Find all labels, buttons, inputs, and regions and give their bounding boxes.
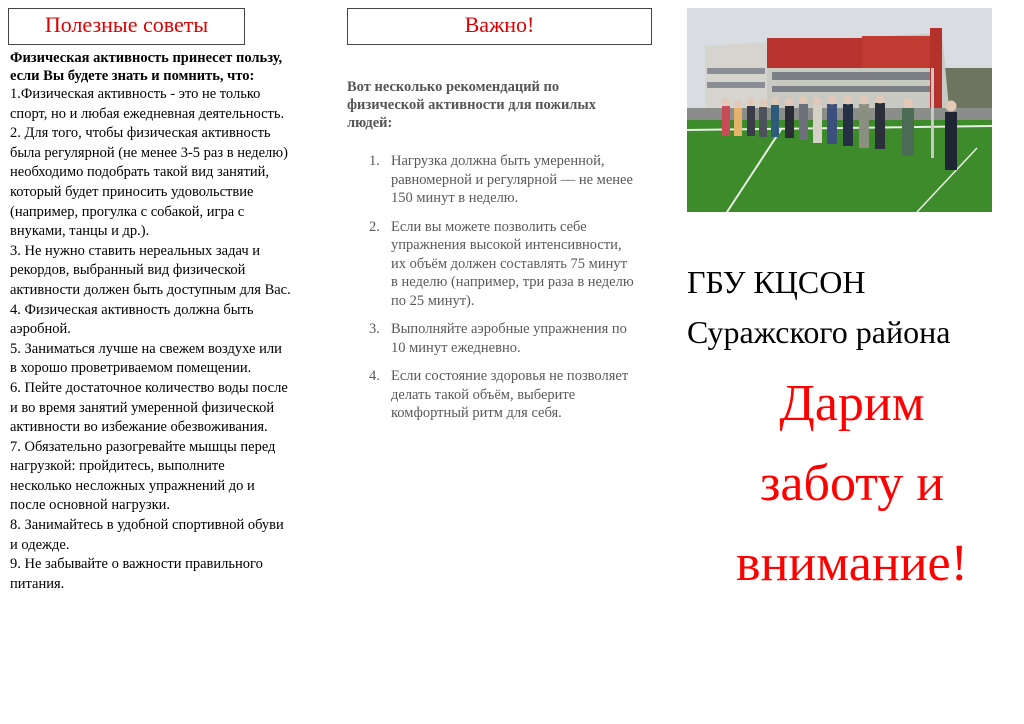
stadium-photo-image xyxy=(687,8,992,212)
important-column xyxy=(347,0,682,433)
tip-line: 9. Не забывайте о важности правильного xyxy=(10,556,263,573)
important-heading: Важно! xyxy=(347,8,652,45)
tip-line: 5. Заниматься лучше на свежем воздухе или xyxy=(10,340,282,357)
recommendation-item xyxy=(347,320,681,357)
stadium-photo xyxy=(687,8,992,212)
tips-column xyxy=(8,0,343,594)
tips-intro: Физическая активность принесет пользу, если Вы будете знать и помнить, что: xyxy=(10,50,283,84)
tip-line: 6. Пейте достаточное количество воды после xyxy=(10,379,288,396)
tip-line: активности во избежание обезвоживания. xyxy=(10,419,268,436)
slogan-line: внимание! xyxy=(736,535,968,592)
tip-line: нагрузкой: пройдитесь, выполните xyxy=(10,458,225,475)
slogan xyxy=(687,364,1017,604)
tip-line: 3. Не нужно ставить нереальных задач и xyxy=(10,242,260,259)
tip-line: аэробной. xyxy=(10,321,71,338)
tip-line: 1.Физическая активность - это не только xyxy=(10,86,261,102)
tip-line: рекордов, выбранный вид физической xyxy=(10,262,246,279)
recommendation-line: комфортный ритм для себя. xyxy=(391,405,562,421)
recommendation-number: 3. xyxy=(369,321,380,337)
tip-line: необходимо подобрать такой вид занятий, xyxy=(10,164,270,181)
tip-line: внуками, танцы и др.). xyxy=(10,223,150,240)
recommendation-line: по 25 минут). xyxy=(391,292,475,309)
tip-item xyxy=(10,379,343,438)
tips-list xyxy=(10,85,343,594)
recommendation-line: Нагрузка должна быть умеренной, xyxy=(391,153,605,169)
recommendation-line: равномерной и регулярной — не менее xyxy=(391,171,633,188)
org-name-line2: Суражского района xyxy=(687,314,951,350)
slogan-line: Дарим xyxy=(779,375,925,432)
recommendation-line: их объём должен составлять 75 минут xyxy=(391,255,627,272)
tip-line: в хорошо проветриваемом помещении. xyxy=(10,360,252,377)
tip-line: (например, прогулка с собакой, игра с xyxy=(10,203,245,220)
recommendation-line: Если состояние здоровья не позволяет xyxy=(391,368,629,384)
tip-line: и одежде. xyxy=(10,536,70,553)
tip-line: и во время занятий умеренной физической xyxy=(10,399,275,416)
tip-line: питания. xyxy=(10,575,65,592)
tip-line: активности должен быть доступным для Вас. xyxy=(10,281,291,298)
recommendation-number: 1. xyxy=(369,153,380,169)
tip-item xyxy=(10,85,343,124)
tip-item xyxy=(10,124,343,242)
tip-line: 2. Для того, чтобы физическая активность xyxy=(10,125,271,142)
tips-heading: Полезные советы xyxy=(8,8,245,45)
tip-item xyxy=(10,340,343,379)
recommendation-item xyxy=(347,152,681,208)
tip-item xyxy=(10,438,343,516)
tip-item xyxy=(10,301,343,340)
tip-line: после основной нагрузки. xyxy=(10,497,171,514)
recommendations-intro: Вот несколько рекомендаций по физической активности для пожилых людей: xyxy=(347,79,596,131)
tip-line: 8. Занимайтесь в удобной спортивной обуви xyxy=(10,517,284,534)
recommendation-item xyxy=(347,218,681,311)
recommendation-line: Если вы можете позволить себе xyxy=(391,218,587,235)
recommendation-line: 150 минут в неделю. xyxy=(391,190,519,206)
recommendation-line: 10 минут ежедневно. xyxy=(391,339,521,356)
tip-item xyxy=(10,516,343,555)
tip-line: 7. Обязательно разогревайте мышцы перед xyxy=(10,438,276,455)
org-name-line1: ГБУ КЦСОН xyxy=(687,264,866,300)
cover-column xyxy=(687,0,997,604)
recommendation-number: 4. xyxy=(369,368,380,384)
recommendation-number: 2. xyxy=(369,218,380,235)
tip-line: 4. Физическая активность должна быть xyxy=(10,301,254,318)
tip-line: была регулярной (не менее 3-5 раз в неделю) xyxy=(10,144,288,161)
slogan-line: заботу и xyxy=(759,455,945,512)
recommendation-line: делать такой объём, выберите xyxy=(391,386,576,403)
tip-item xyxy=(10,242,343,301)
recommendation-line: упражнения высокой интенсивности, xyxy=(391,237,622,253)
recommendation-line: в неделю (например, три раза в неделю xyxy=(391,274,634,290)
tip-line: спорт, но и любая ежедневная деятельность. xyxy=(10,105,285,122)
recommendation-line: Выполняйте аэробные упражнения по xyxy=(391,321,627,337)
recommendation-item xyxy=(347,367,681,423)
tip-line: который будет приносить удовольствие xyxy=(10,183,254,200)
tip-line: несколько несложных упражнений до и xyxy=(10,477,255,494)
tip-item xyxy=(10,555,343,594)
recommendations-list xyxy=(347,152,682,423)
